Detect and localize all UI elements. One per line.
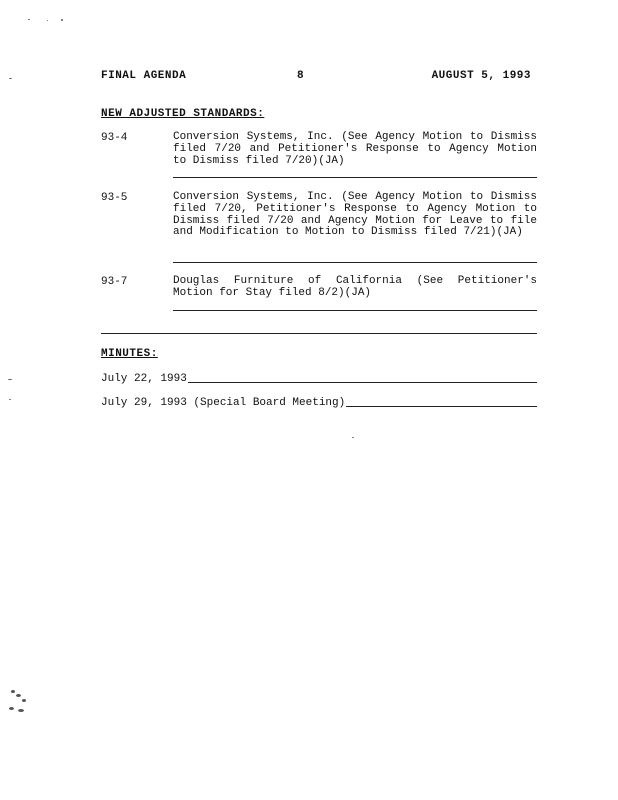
minutes-line bbox=[188, 382, 537, 383]
scan-speck bbox=[11, 690, 15, 693]
item-number: 93-4 bbox=[101, 132, 128, 144]
scan-speck bbox=[8, 379, 12, 380]
item-number: 93-5 bbox=[101, 192, 128, 204]
minutes-date: July 29, 1993 (Special Board Meeting) bbox=[101, 397, 346, 409]
item-signature-line bbox=[173, 262, 537, 263]
minutes-heading: MINUTES: bbox=[101, 348, 158, 360]
scan-speck bbox=[47, 20, 48, 21]
item-signature-line bbox=[173, 177, 537, 178]
adjusted-standards-heading: NEW ADJUSTED STANDARDS: bbox=[101, 108, 265, 120]
scan-speck bbox=[16, 694, 21, 697]
page-header bbox=[101, 70, 537, 84]
scan-speck bbox=[9, 399, 11, 400]
scan-speck bbox=[18, 709, 24, 712]
scan-speck bbox=[352, 437, 354, 438]
item-description: Conversion Systems, Inc. (See Agency Motion to Dismiss filed 7/20, Petitioner's Response to Agency Motion to Dismiss filed 7/20 and Agency Motion for Leave to file and Modification to Motion to Dismiss filed 7/21)(JA) bbox=[173, 191, 537, 239]
scan-speck bbox=[61, 19, 63, 21]
section-divider bbox=[101, 333, 537, 334]
page-number: 8 bbox=[297, 70, 305, 82]
minutes-entry bbox=[101, 395, 537, 409]
scan-speck bbox=[9, 78, 12, 79]
item-number: 93-7 bbox=[101, 276, 128, 288]
item-signature-line bbox=[173, 310, 537, 311]
scan-speck bbox=[9, 707, 14, 710]
minutes-entry bbox=[101, 371, 537, 385]
item-description: Douglas Furniture of California (See Petitioner's Motion for Stay filed 8/2)(JA) bbox=[173, 275, 537, 299]
scan-speck bbox=[22, 699, 26, 702]
minutes-date: July 22, 1993 bbox=[101, 373, 187, 385]
scan-speck bbox=[28, 19, 30, 20]
agenda-title: FINAL AGENDA bbox=[101, 70, 187, 82]
agenda-date: AUGUST 5, 1993 bbox=[431, 70, 531, 82]
item-description: Conversion Systems, Inc. (See Agency Motion to Dismiss filed 7/20 and Petitioner's Response to Agency Motion to Dismiss filed 7/20)(JA) bbox=[173, 131, 537, 167]
minutes-line bbox=[346, 406, 537, 407]
